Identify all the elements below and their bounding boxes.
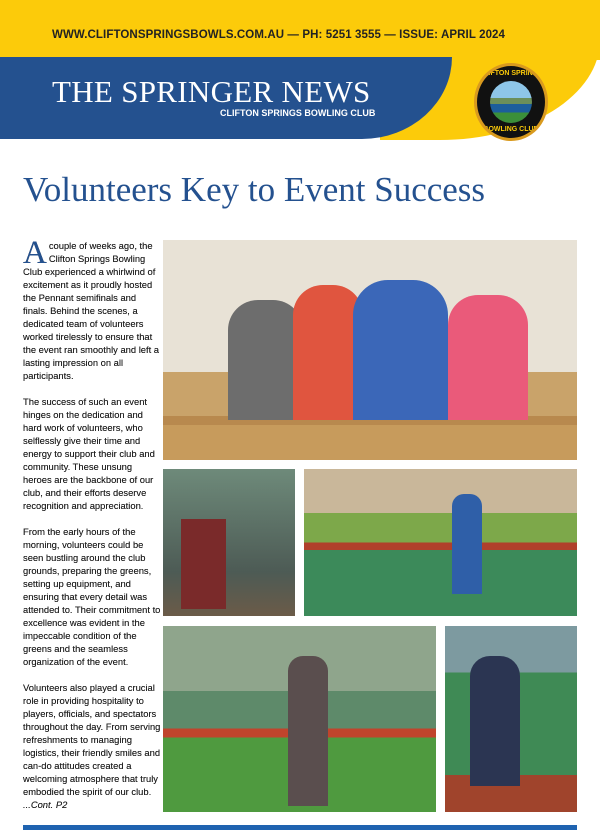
person-figure [452,494,482,594]
paragraph-3: From the early hours of the morning, volunteers could be seen bustling around the club grounds, preparing the greens, setting up equipment, and ensuring that every detail was attended to. Their commitment to excellence was evident in the impeccable condition of the greens and the seamless organization of the event. [23,526,161,667]
person-figure [353,280,448,420]
counter [163,425,577,460]
continued-link: ...Cont. P2 [23,799,68,810]
footer-rule [23,825,577,830]
drop-cap: A [23,235,47,271]
header-contact-line: WWW.CLIFTONSPRINGSBOWLS.COM.AU — PH: 5251 3555 — ISSUE: APRIL 2024 [52,29,506,41]
photo-bin [163,469,295,616]
person-figure [228,300,303,420]
person-figure [470,656,520,786]
person-figure [448,295,528,420]
club-logo [474,63,548,141]
photo-bowler-walking [163,626,436,812]
paragraph-4: Volunteers also played a crucial role in providing hospitality to players, officials, and spectators throughout the day. From serving refreshments to managing logistics, their friendly smiles and can-do attitudes created a welcoming atmosphere that truly embodied the spirit of our club. [23,682,161,797]
logo-emblem [490,81,532,123]
logo-text-bottom: BOWLING CLUB [483,126,539,133]
newsletter-title: THE SPRINGER NEWS [52,74,371,109]
club-name: CLIFTON SPRINGS BOWLING CLUB [220,108,376,118]
person-figure [288,656,328,806]
paragraph-2: The success of such an event hinges on the dedication and hard work of volunteers, who selflessly give their time and energy to support their club and community. These unsung heroes are the backbone of our club, and their efforts deserve recognition and appreciation. [23,396,155,511]
wheelie-bin [181,519,226,609]
photo-green-player [304,469,577,616]
headline: Volunteers Key to Event Success [23,170,486,209]
logo-text-top: CLIFTON SPRINGS [479,70,543,77]
paragraph-1: couple of weeks ago, the Clifton Springs Bowling Club experienced a whirlwind of excitement as it proudly hosted the Pennant semifinals and finals. Behind the scenes, a dedicated team of volunteers worked tirelessly to ensure that the event ran smoothly and left a lasting impression on all participants. [23,240,160,381]
photo-bowler-bending [445,626,577,812]
article-body [23,235,163,824]
photo-volunteers-group [163,240,577,460]
